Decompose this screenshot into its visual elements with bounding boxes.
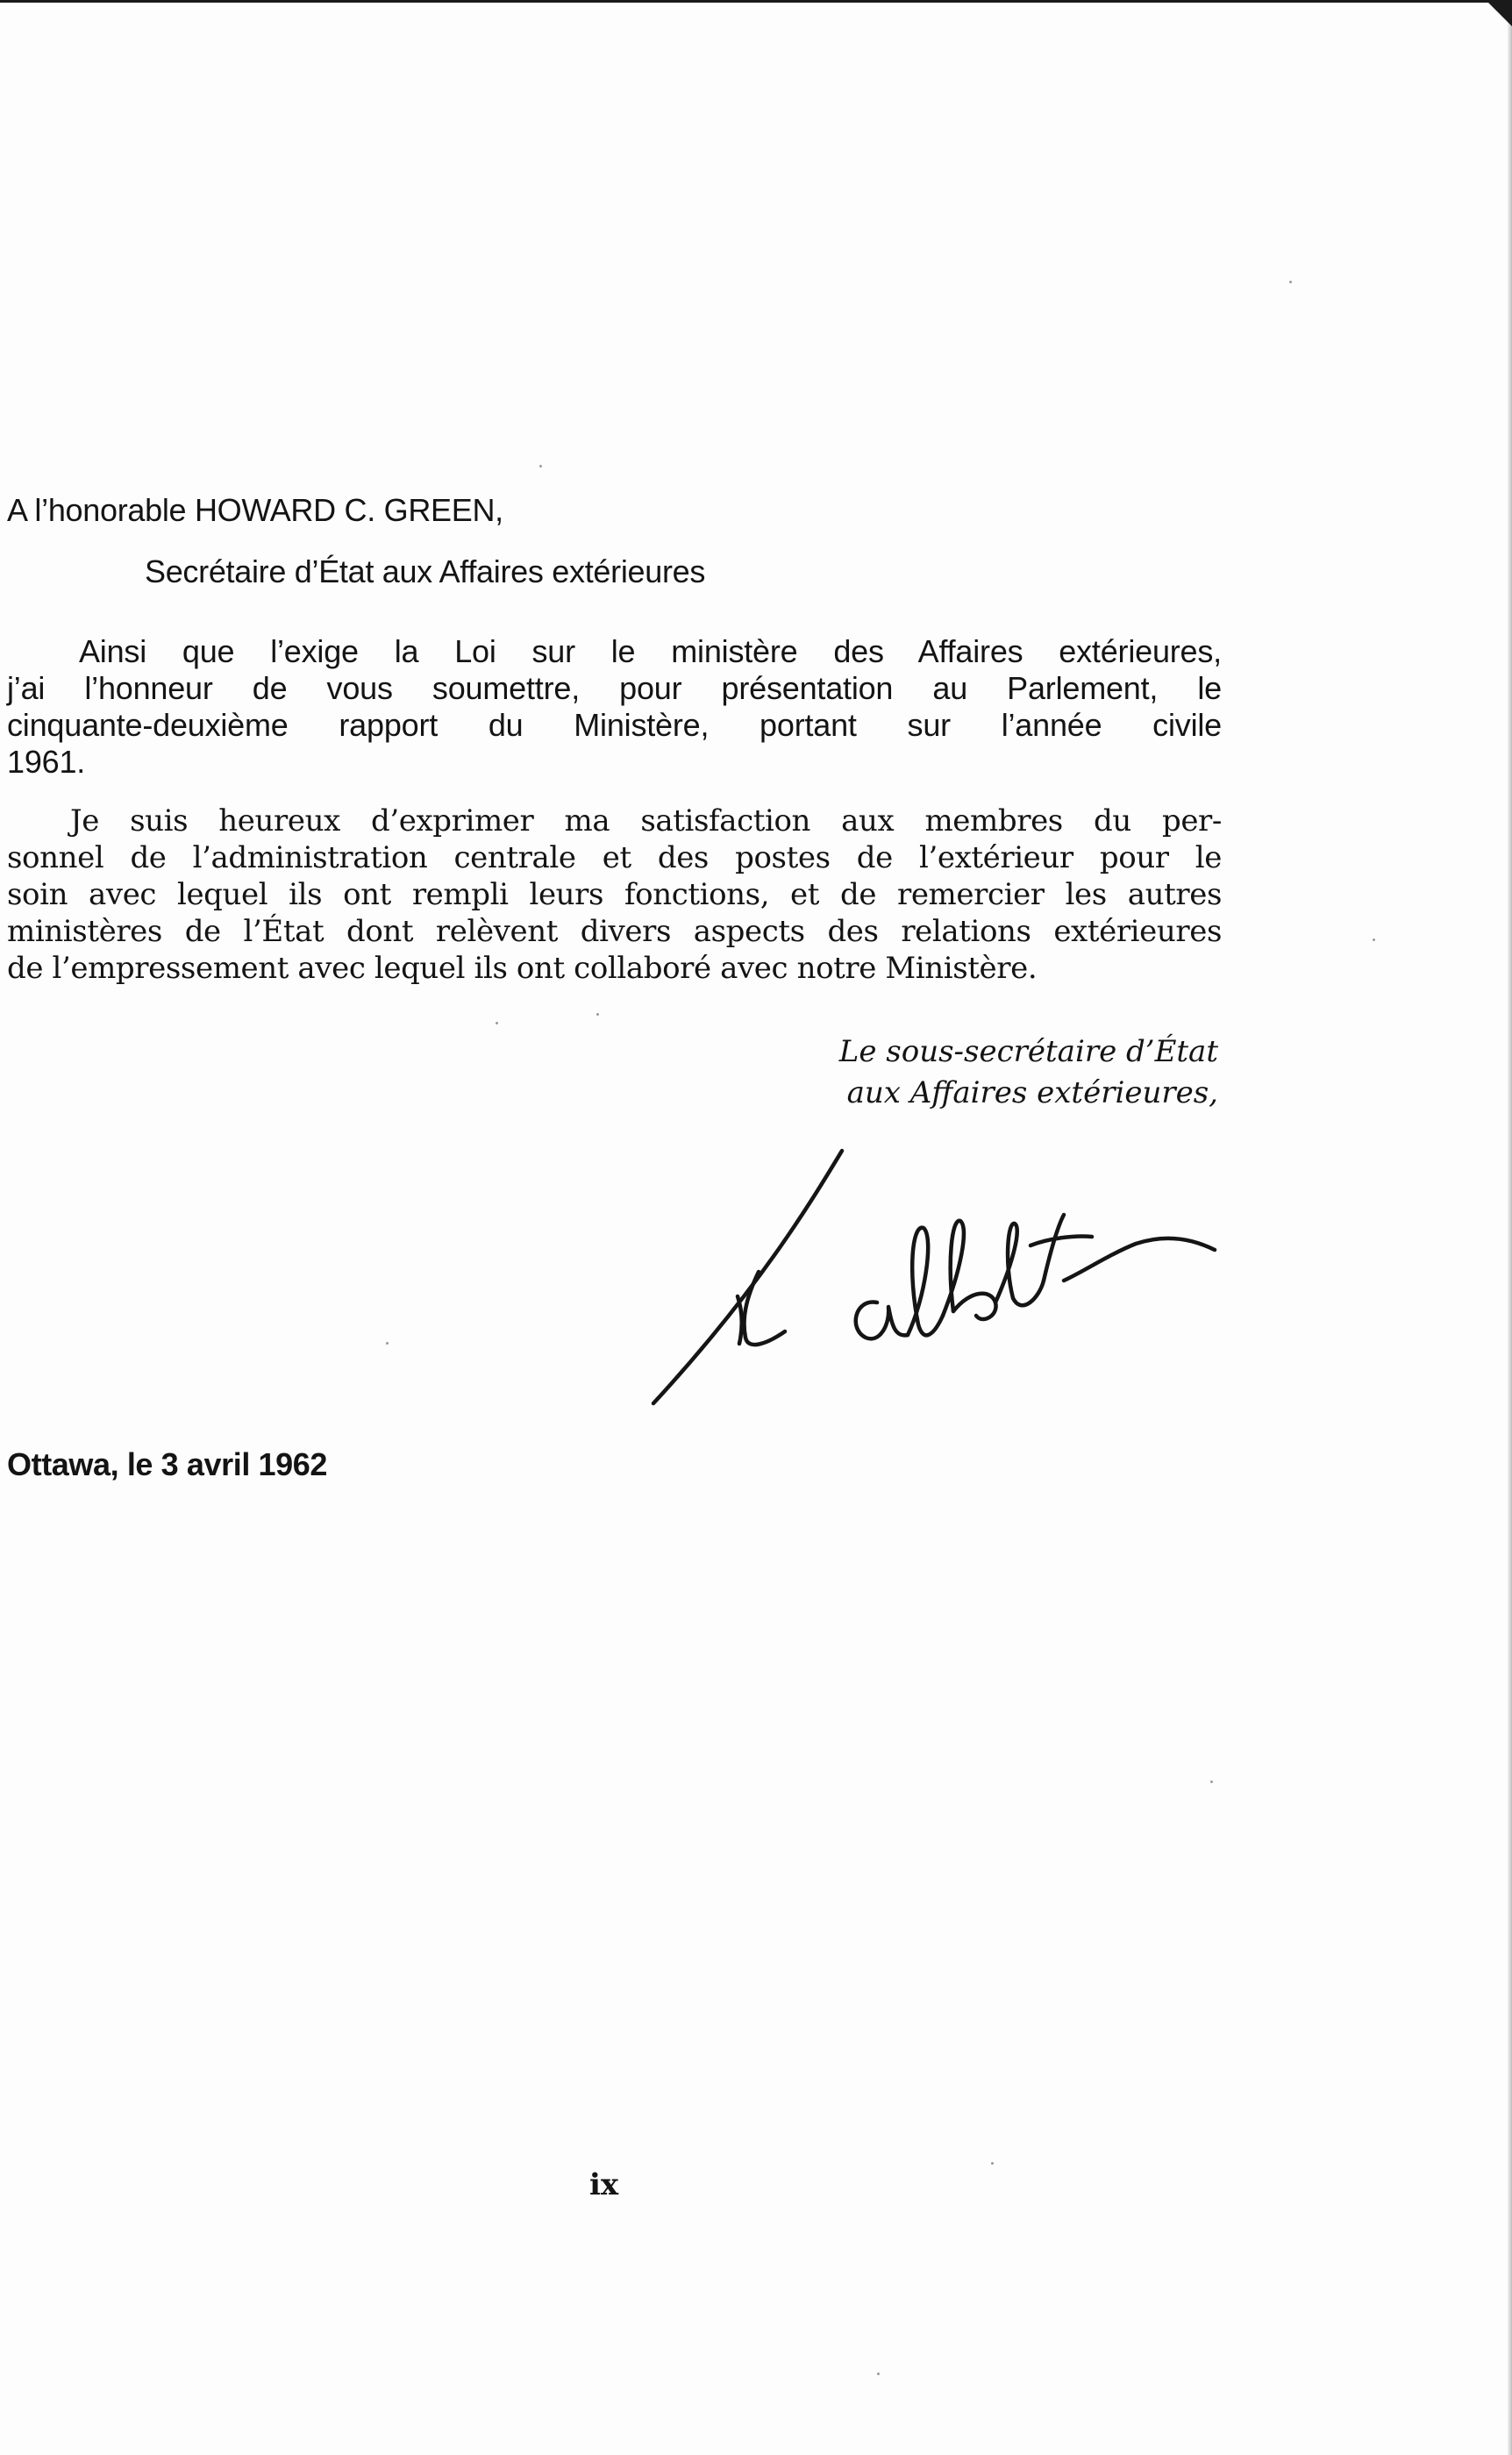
paragraph2-line2: sonnel de l’administration centrale et des postes de l’extérieur pour le [7, 840, 1222, 875]
scan-speck [877, 2373, 880, 2375]
paragraph2-line5: de l’empressement avec lequel ils ont collaboré avec notre Ministère. [7, 951, 1038, 986]
addressee-title: Secrétaire d’État aux Affaires extérieures [145, 553, 706, 589]
scan-edge-top [0, 0, 1512, 3]
paragraph2-line3: soin avec lequel ils ont rempli leurs fonctions, et de remercier les autres [7, 877, 1222, 912]
scan-speck [991, 2162, 994, 2165]
scan-speck [1373, 938, 1375, 941]
paragraph1-line4: 1961. [7, 744, 86, 780]
scan-speck [1289, 281, 1292, 283]
handwritten-signature [645, 1140, 1223, 1421]
salutation: A l’honorable HOWARD C. GREEN, [7, 492, 503, 528]
scan-speck [386, 1342, 389, 1345]
paragraph1-line3: cinquante-deuxième rapport du Ministère, portant sur l’année civile [7, 707, 1222, 743]
scan-corner-mark [1486, 0, 1512, 26]
dateline: Ottawa, le 3 avril 1962 [7, 1446, 328, 1482]
page-number: ix [589, 2167, 619, 2202]
paragraph2-line1: Je suis heureux d’exprimer ma satisfaction aux membres du per- [70, 803, 1222, 839]
scan-speck [596, 1013, 599, 1016]
paragraph2-line4: ministères de l’État dont relèvent divers aspects des relations extérieures [7, 914, 1222, 949]
paragraph1-line1: Ainsi que l’exige la Loi sur le ministère des Affaires extérieures, [79, 633, 1222, 669]
closing-line2: aux Affaires extérieures, [846, 1075, 1218, 1110]
scan-speck [496, 1022, 498, 1024]
scan-speck [1210, 1781, 1213, 1783]
scan-edge-right [1507, 0, 1512, 2455]
scan-speck [539, 465, 542, 467]
paragraph1-line2: j’ai l’honneur de vous soumettre, pour présentation au Parlement, le [7, 670, 1222, 706]
closing-line1: Le sous-secrétaire d’État [838, 1034, 1218, 1069]
